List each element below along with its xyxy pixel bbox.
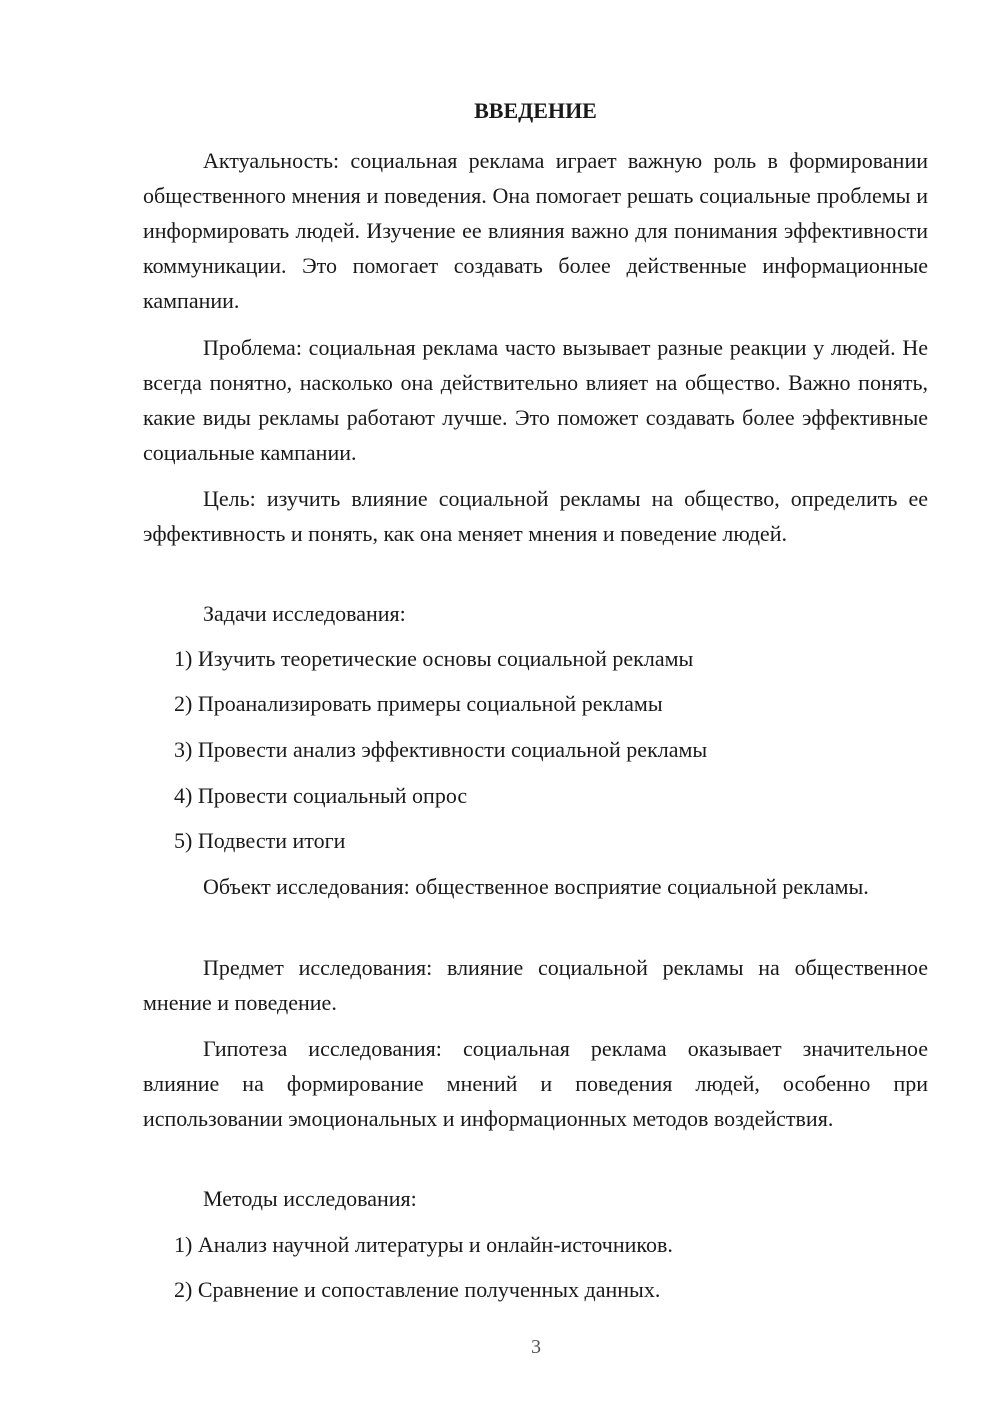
methods-title: Методы исследования:	[203, 1186, 417, 1211]
page-number: 3	[531, 1336, 541, 1358]
task-item: 1) Изучить теоретические основы социальной рекламы	[174, 646, 694, 671]
paragraph-relevance: Актуальность: социальная реклама играет важную роль в формировании общественного мнения и поведения. Она помогает решать социальные проблемы и информировать людей. Изучение ее влияния важно для понимания эффективности коммуникации. Это помогает создавать более действенные информационные кампании.	[143, 148, 928, 313]
paragraph-problem: Проблема: социальная реклама часто вызывает разные реакции у людей. Не всегда понятно, насколько она действительно влияет на общество. Важно понять, какие виды рекламы работают лучше. Это поможет создавать более эффективные социальные кампании.	[143, 335, 928, 465]
method-item: 2) Сравнение и сопоставление полученных данных.	[174, 1277, 661, 1302]
paragraph-object: Объект исследования: общественное восприятие социальной рекламы.	[203, 874, 869, 899]
task-item: 4) Провести социальный опрос	[174, 783, 468, 808]
task-item: 5) Подвести итоги	[174, 828, 346, 853]
paragraph-subject: Предмет исследования: влияние социальной рекламы на общественное мнение и поведение.	[143, 955, 928, 1015]
method-item: 1) Анализ научной литературы и онлайн-источников.	[174, 1232, 673, 1257]
paragraph-hypothesis: Гипотеза исследования: социальная реклама оказывает значительное влияние на формирование мнений и поведения людей, особенно при использовании эмоциональных и информационных методов воздействия.	[143, 1036, 928, 1131]
tasks-title: Задачи исследования:	[203, 601, 406, 626]
paragraph-goal: Цель: изучить влияние социальной рекламы на общество, определить ее эффективность и понять, как она меняет мнения и поведение людей.	[143, 486, 928, 546]
page-title: ВВЕДЕНИЕ	[474, 98, 597, 123]
task-item: 3) Провести анализ эффективности социальной рекламы	[174, 737, 708, 762]
task-item: 2) Проанализировать примеры социальной рекламы	[174, 691, 663, 716]
